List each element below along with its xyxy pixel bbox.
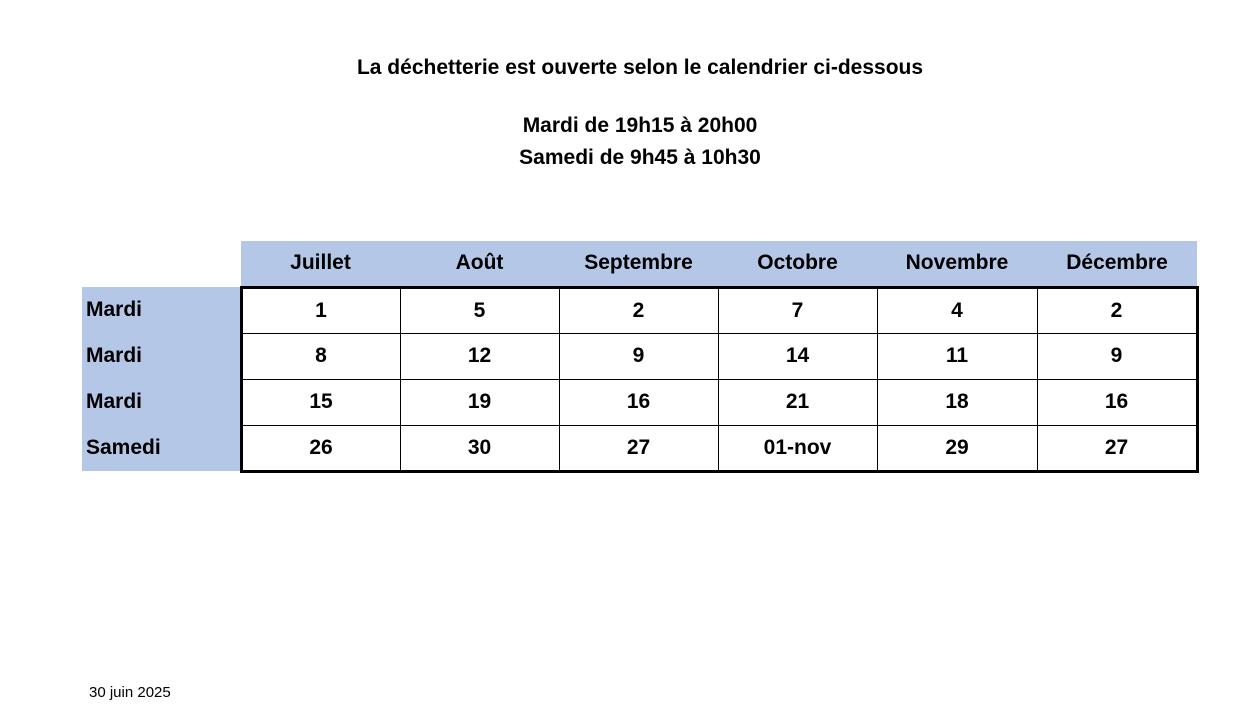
column-header-month: Novembre (877, 241, 1037, 287)
schedule-table (82, 241, 1199, 473)
corner-cell (82, 241, 241, 287)
table-cell: 2 (559, 287, 718, 333)
table-cell: 9 (1037, 333, 1197, 379)
column-header-month: Août (400, 241, 559, 287)
table-cell: 7 (718, 287, 877, 333)
column-header-month: Décembre (1037, 241, 1197, 287)
table-row (82, 379, 1197, 425)
column-header-month: Septembre (559, 241, 718, 287)
column-header-month: Octobre (718, 241, 877, 287)
opening-hours-saturday: Samedi de 9h45 à 10h30 (519, 146, 761, 169)
table-cell: 9 (559, 333, 718, 379)
table-cell: 21 (718, 379, 877, 425)
table-cell: 16 (559, 379, 718, 425)
table-cell: 26 (241, 425, 400, 471)
table-cell: 16 (1037, 379, 1197, 425)
table-cell: 18 (877, 379, 1037, 425)
table-cell: 4 (877, 287, 1037, 333)
table-cell: 15 (241, 379, 400, 425)
page-title: La déchetterie est ouverte selon le calendrier ci-dessous (356, 56, 924, 79)
table-cell: 12 (400, 333, 559, 379)
table-row (82, 287, 1197, 333)
table-cell: 29 (877, 425, 1037, 471)
table-row (82, 333, 1197, 379)
row-header-day: Mardi (82, 379, 241, 425)
column-header-month: Juillet (241, 241, 400, 287)
table-cell: 14 (718, 333, 877, 379)
table-cell: 1 (241, 287, 400, 333)
row-header-day: Mardi (82, 333, 241, 379)
table-cell: 2 (1037, 287, 1197, 333)
table-cell: 11 (877, 333, 1037, 379)
header-row (82, 241, 1197, 287)
table-cell: 27 (559, 425, 718, 471)
table-cell: 5 (400, 287, 559, 333)
table-cell: 30 (400, 425, 559, 471)
table-cell: 19 (400, 379, 559, 425)
row-header-day: Mardi (82, 287, 241, 333)
table-cell: 01-nov (718, 425, 877, 471)
table-row (82, 425, 1197, 471)
footer-date: 30 juin 2025 (89, 684, 171, 701)
row-header-day: Samedi (82, 425, 241, 471)
opening-hours-tuesday: Mardi de 19h15 à 20h00 (522, 114, 758, 137)
table-cell: 8 (241, 333, 400, 379)
table-cell: 27 (1037, 425, 1197, 471)
